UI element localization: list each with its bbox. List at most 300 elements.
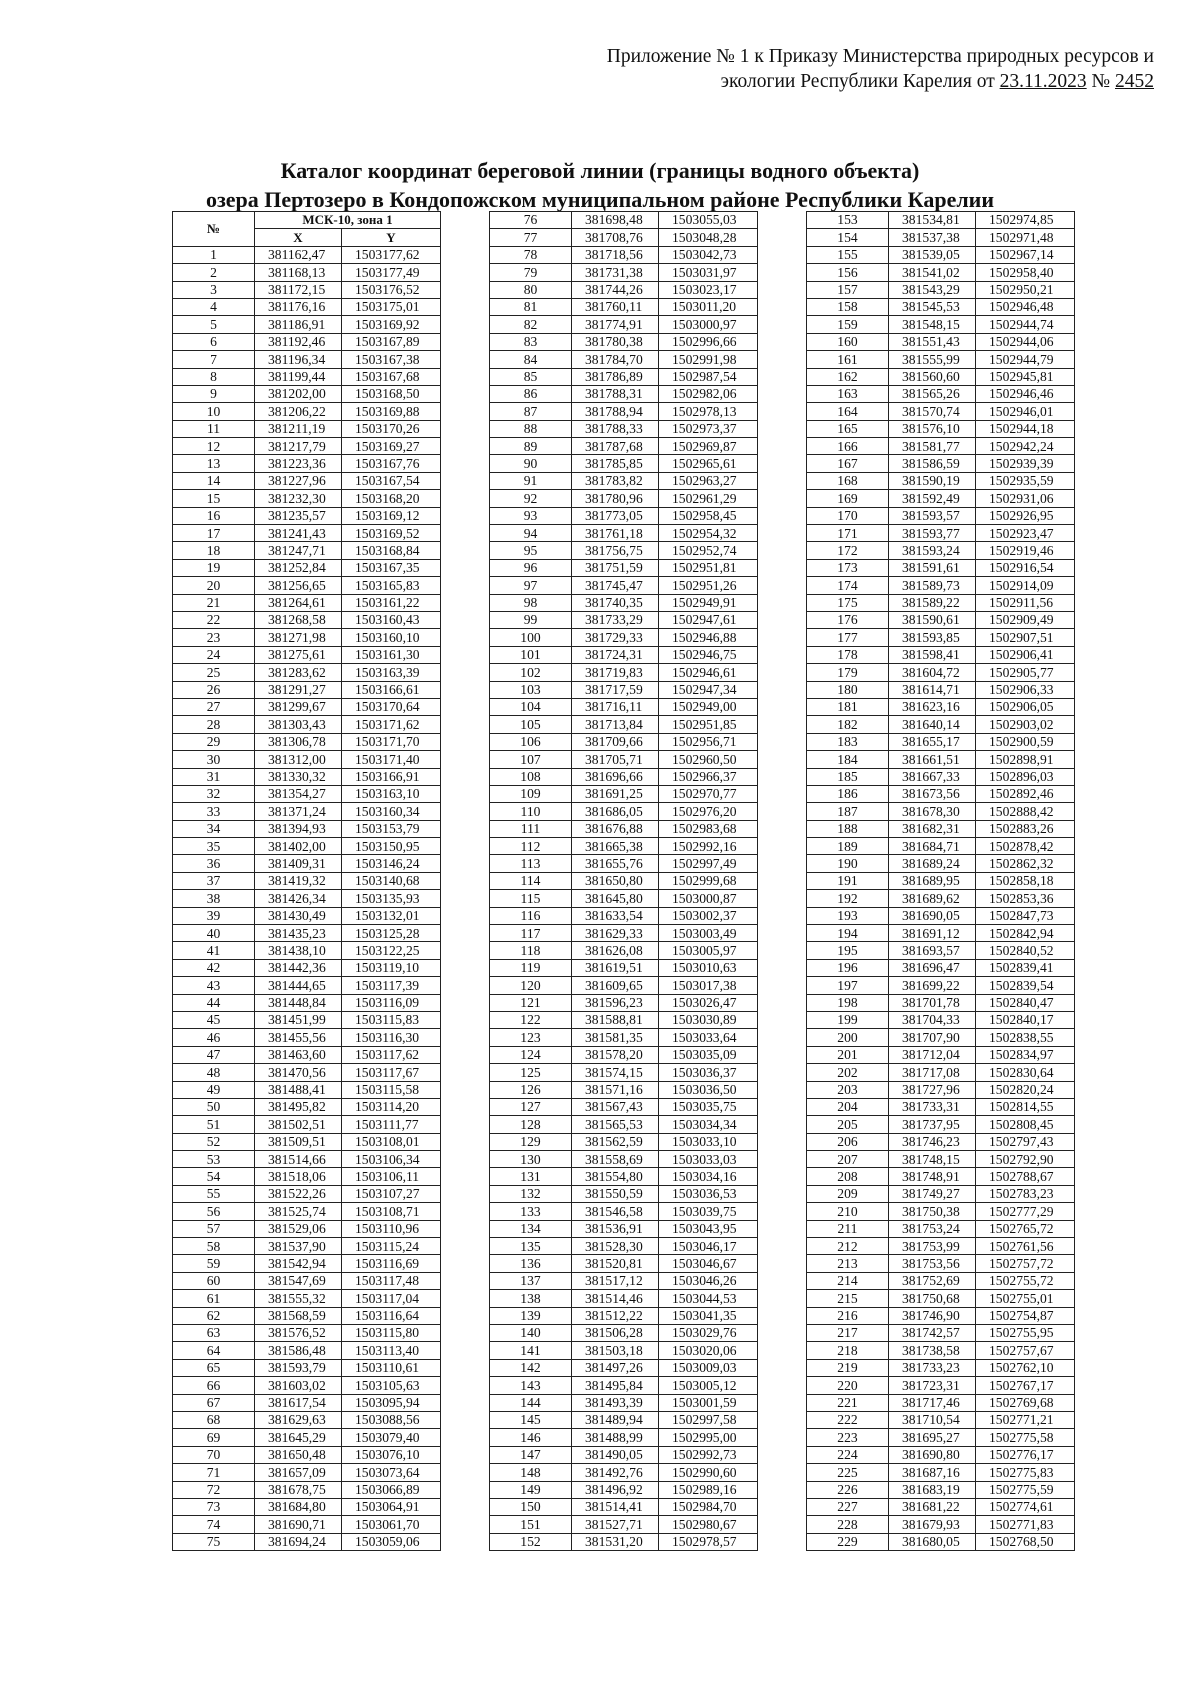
y-coordinate-cell: 1502840,17	[976, 1011, 1075, 1028]
x-coordinate-cell: 381509,51	[255, 1133, 342, 1150]
x-coordinate-cell: 381785,85	[572, 455, 659, 472]
y-coordinate-cell: 1503003,49	[659, 925, 758, 942]
x-coordinate-cell: 381497,26	[572, 1359, 659, 1376]
x-coordinate-cell: 381626,08	[572, 942, 659, 959]
point-number-cell: 104	[490, 698, 572, 715]
point-number-cell: 34	[173, 820, 255, 837]
point-number-cell: 181	[807, 698, 889, 715]
point-number-cell: 164	[807, 403, 889, 420]
y-coordinate-cell: 1503055,03	[659, 212, 758, 229]
table-row	[807, 1533, 1075, 1550]
point-number-cell: 1	[173, 246, 255, 263]
table-row	[173, 733, 441, 750]
x-coordinate-cell: 381528,30	[572, 1238, 659, 1255]
table-row	[807, 472, 1075, 489]
table-row	[173, 438, 441, 455]
y-coordinate-cell: 1503169,88	[342, 403, 441, 420]
y-coordinate-cell: 1502858,18	[976, 872, 1075, 889]
x-coordinate-cell: 381629,63	[255, 1411, 342, 1428]
point-number-cell: 92	[490, 490, 572, 507]
x-coordinate-cell: 381733,31	[889, 1098, 976, 1115]
table-row	[807, 1011, 1075, 1028]
point-number-cell: 87	[490, 403, 572, 420]
point-number-cell: 183	[807, 733, 889, 750]
point-number-cell: 226	[807, 1481, 889, 1498]
point-number-cell: 94	[490, 525, 572, 542]
point-number-cell: 48	[173, 1064, 255, 1081]
table-row	[807, 1307, 1075, 1324]
point-number-cell: 180	[807, 681, 889, 698]
y-coordinate-cell: 1503116,30	[342, 1029, 441, 1046]
table-row	[490, 351, 758, 368]
table-row	[490, 1533, 758, 1550]
y-coordinate-cell: 1502969,87	[659, 438, 758, 455]
table-row	[173, 872, 441, 889]
x-coordinate-cell: 381586,59	[889, 455, 976, 472]
table-row	[807, 525, 1075, 542]
point-number-cell: 52	[173, 1133, 255, 1150]
y-coordinate-cell: 1503115,83	[342, 1011, 441, 1028]
point-number-cell: 189	[807, 838, 889, 855]
x-coordinate-cell: 381604,72	[889, 664, 976, 681]
table-row	[173, 1238, 441, 1255]
point-number-cell: 141	[490, 1342, 572, 1359]
x-coordinate-cell: 381590,19	[889, 472, 976, 489]
x-coordinate-cell: 381518,06	[255, 1168, 342, 1185]
x-coordinate-cell: 381731,38	[572, 264, 659, 281]
point-number-cell: 57	[173, 1220, 255, 1237]
point-number-cell: 3	[173, 281, 255, 298]
point-number-cell: 161	[807, 351, 889, 368]
table-row	[807, 1168, 1075, 1185]
point-number-cell: 75	[173, 1533, 255, 1550]
table-row	[173, 1203, 441, 1220]
x-coordinate-cell: 381211,19	[255, 420, 342, 437]
point-number-cell: 64	[173, 1342, 255, 1359]
x-coordinate-cell: 381603,02	[255, 1377, 342, 1394]
point-number-cell: 53	[173, 1151, 255, 1168]
table-row	[490, 455, 758, 472]
point-number-cell: 130	[490, 1151, 572, 1168]
y-coordinate-cell: 1503039,75	[659, 1203, 758, 1220]
x-coordinate-cell: 381537,90	[255, 1238, 342, 1255]
table-row	[173, 681, 441, 698]
x-coordinate-cell: 381565,53	[572, 1116, 659, 1133]
x-coordinate-cell: 381699,22	[889, 977, 976, 994]
table-row	[807, 420, 1075, 437]
point-number-cell: 143	[490, 1377, 572, 1394]
point-number-cell: 29	[173, 733, 255, 750]
x-coordinate-cell: 381691,25	[572, 785, 659, 802]
point-number-cell: 6	[173, 333, 255, 350]
y-coordinate-cell: 1503176,52	[342, 281, 441, 298]
point-number-cell: 21	[173, 594, 255, 611]
table-row	[173, 577, 441, 594]
point-number-cell: 203	[807, 1081, 889, 1098]
x-coordinate-cell: 381749,27	[889, 1185, 976, 1202]
point-number-cell: 44	[173, 994, 255, 1011]
y-coordinate-cell: 1502900,59	[976, 733, 1075, 750]
table-row	[490, 611, 758, 628]
point-number-cell: 194	[807, 925, 889, 942]
y-coordinate-cell: 1502946,48	[976, 298, 1075, 315]
y-coordinate-cell: 1502755,95	[976, 1325, 1075, 1342]
table-row	[807, 1516, 1075, 1533]
table-row	[173, 1411, 441, 1428]
x-coordinate-cell: 381719,83	[572, 664, 659, 681]
table-row	[807, 455, 1075, 472]
y-coordinate-cell: 1502762,10	[976, 1359, 1075, 1376]
table-row	[807, 1325, 1075, 1342]
x-coordinate-cell: 381695,27	[889, 1429, 976, 1446]
y-coordinate-cell: 1502878,42	[976, 838, 1075, 855]
table-row	[490, 1185, 758, 1202]
x-coordinate-cell: 381709,66	[572, 733, 659, 750]
x-coordinate-cell: 381733,29	[572, 611, 659, 628]
x-coordinate-cell: 381527,71	[572, 1516, 659, 1533]
x-coordinate-cell: 381694,24	[255, 1533, 342, 1550]
y-coordinate-cell: 1502949,00	[659, 698, 758, 715]
document-title	[0, 156, 1200, 214]
table-row	[807, 1064, 1075, 1081]
table-row	[490, 925, 758, 942]
x-coordinate-cell: 381645,80	[572, 890, 659, 907]
table-row	[490, 681, 758, 698]
y-coordinate-cell: 1503061,70	[342, 1516, 441, 1533]
y-coordinate-cell: 1503033,64	[659, 1029, 758, 1046]
y-coordinate-cell: 1502840,52	[976, 942, 1075, 959]
point-number-cell: 209	[807, 1185, 889, 1202]
x-coordinate-cell: 381761,18	[572, 525, 659, 542]
x-coordinate-cell: 381750,68	[889, 1290, 976, 1307]
point-number-cell: 61	[173, 1290, 255, 1307]
y-coordinate-cell: 1503167,68	[342, 368, 441, 385]
x-coordinate-cell: 381596,23	[572, 994, 659, 1011]
x-coordinate-cell: 381470,56	[255, 1064, 342, 1081]
point-number-cell: 153	[807, 212, 889, 229]
y-coordinate-cell: 1502984,70	[659, 1498, 758, 1515]
y-coordinate-cell: 1503011,20	[659, 298, 758, 315]
x-coordinate-cell: 381748,15	[889, 1151, 976, 1168]
x-coordinate-cell: 381683,19	[889, 1481, 976, 1498]
y-coordinate-cell: 1502963,27	[659, 472, 758, 489]
table-row	[490, 333, 758, 350]
table-row	[807, 1255, 1075, 1272]
table-row	[173, 1098, 441, 1115]
table-row	[807, 1220, 1075, 1237]
y-coordinate-cell: 1502956,71	[659, 733, 758, 750]
table-row	[173, 281, 441, 298]
point-number-cell: 119	[490, 959, 572, 976]
order-reference	[454, 44, 1154, 94]
table-row	[490, 1481, 758, 1498]
y-coordinate-cell: 1502906,41	[976, 646, 1075, 663]
table-row	[807, 368, 1075, 385]
document-title-line-2: озера Пертозеро в Кондопожском муниципальном районе Республики Карелии	[205, 187, 995, 212]
table-row	[173, 1342, 441, 1359]
point-number-cell: 14	[173, 472, 255, 489]
table-row	[490, 1464, 758, 1481]
table-row	[490, 525, 758, 542]
point-number-cell: 22	[173, 611, 255, 628]
y-coordinate-cell: 1503117,04	[342, 1290, 441, 1307]
table-row	[173, 1359, 441, 1376]
point-number-cell: 127	[490, 1098, 572, 1115]
coordinates-table-3	[806, 211, 1075, 1551]
y-coordinate-cell: 1502999,68	[659, 872, 758, 889]
x-coordinate-cell: 381593,77	[889, 525, 976, 542]
point-number-cell: 40	[173, 925, 255, 942]
table-row	[807, 1029, 1075, 1046]
y-coordinate-cell: 1502990,60	[659, 1464, 758, 1481]
point-number-cell: 132	[490, 1185, 572, 1202]
y-coordinate-cell: 1502983,68	[659, 820, 758, 837]
y-coordinate-cell: 1502961,29	[659, 490, 758, 507]
x-coordinate-cell: 381581,35	[572, 1029, 659, 1046]
x-coordinate-cell: 381609,65	[572, 977, 659, 994]
point-number-cell: 27	[173, 698, 255, 715]
y-coordinate-cell: 1503169,92	[342, 316, 441, 333]
point-number-cell: 165	[807, 420, 889, 437]
x-coordinate-cell: 381539,05	[889, 246, 976, 263]
y-coordinate-cell: 1503017,38	[659, 977, 758, 994]
point-number-cell: 77	[490, 229, 572, 246]
table-row	[490, 1238, 758, 1255]
x-coordinate-cell: 381455,56	[255, 1029, 342, 1046]
x-coordinate-cell: 381268,58	[255, 611, 342, 628]
point-number-cell: 114	[490, 872, 572, 889]
x-coordinate-cell: 381598,41	[889, 646, 976, 663]
table-row	[173, 1307, 441, 1324]
table-row	[807, 925, 1075, 942]
point-number-cell: 122	[490, 1011, 572, 1028]
point-number-cell: 95	[490, 542, 572, 559]
y-coordinate-cell: 1502820,24	[976, 1081, 1075, 1098]
x-coordinate-cell: 381684,80	[255, 1498, 342, 1515]
x-coordinate-cell: 381665,38	[572, 838, 659, 855]
table-row	[490, 281, 758, 298]
y-coordinate-cell: 1502991,98	[659, 351, 758, 368]
x-coordinate-cell: 381667,33	[889, 768, 976, 785]
x-coordinate-cell: 381753,56	[889, 1255, 976, 1272]
y-coordinate-cell: 1503140,68	[342, 872, 441, 889]
point-number-cell: 100	[490, 629, 572, 646]
point-number-cell: 176	[807, 611, 889, 628]
table-row	[807, 438, 1075, 455]
table-row	[173, 1516, 441, 1533]
x-coordinate-cell: 381536,91	[572, 1220, 659, 1237]
table-row	[807, 385, 1075, 402]
y-coordinate-cell: 1503167,35	[342, 559, 441, 576]
x-coordinate-cell: 381562,59	[572, 1133, 659, 1150]
table-row	[490, 1046, 758, 1063]
y-coordinate-cell: 1502952,74	[659, 542, 758, 559]
table-row	[490, 1394, 758, 1411]
x-coordinate-cell: 381588,81	[572, 1011, 659, 1028]
x-coordinate-cell: 381744,26	[572, 281, 659, 298]
x-coordinate-cell: 381551,43	[889, 333, 976, 350]
point-number-cell: 102	[490, 664, 572, 681]
point-number-cell: 68	[173, 1411, 255, 1428]
x-header: X	[255, 229, 342, 246]
table-row	[807, 212, 1075, 229]
y-coordinate-cell: 1502944,74	[976, 316, 1075, 333]
point-number-cell: 152	[490, 1533, 572, 1550]
table-row	[173, 1029, 441, 1046]
table-row	[490, 577, 758, 594]
point-number-cell: 60	[173, 1272, 255, 1289]
point-number-cell: 206	[807, 1133, 889, 1150]
table-row	[490, 716, 758, 733]
table-row	[173, 298, 441, 315]
y-coordinate-cell: 1503026,47	[659, 994, 758, 1011]
y-coordinate-cell: 1502974,85	[976, 212, 1075, 229]
table-row	[173, 368, 441, 385]
x-coordinate-cell: 381409,31	[255, 855, 342, 872]
x-coordinate-cell: 381217,79	[255, 438, 342, 455]
table-row	[807, 1498, 1075, 1515]
table-row	[173, 1151, 441, 1168]
point-number-cell: 65	[173, 1359, 255, 1376]
point-number-cell: 198	[807, 994, 889, 1011]
point-number-cell: 191	[807, 872, 889, 889]
point-number-cell: 155	[807, 246, 889, 263]
table-row	[490, 872, 758, 889]
x-coordinate-cell: 381787,68	[572, 438, 659, 455]
y-coordinate-cell: 1503108,71	[342, 1203, 441, 1220]
x-coordinate-cell: 381555,32	[255, 1290, 342, 1307]
y-coordinate-cell: 1503048,28	[659, 229, 758, 246]
x-coordinate-cell: 381752,69	[889, 1272, 976, 1289]
y-coordinate-cell: 1503163,10	[342, 785, 441, 802]
y-coordinate-cell: 1503116,64	[342, 1307, 441, 1324]
table-row	[807, 1342, 1075, 1359]
y-coordinate-cell: 1503167,76	[342, 455, 441, 472]
x-coordinate-cell: 381574,15	[572, 1064, 659, 1081]
x-coordinate-cell: 381661,51	[889, 751, 976, 768]
table-row	[807, 646, 1075, 663]
table-row	[807, 890, 1075, 907]
point-number-cell: 215	[807, 1290, 889, 1307]
x-coordinate-cell: 381686,05	[572, 803, 659, 820]
x-coordinate-cell: 381740,35	[572, 594, 659, 611]
table-row	[490, 977, 758, 994]
y-coordinate-cell: 1502947,34	[659, 681, 758, 698]
table-row	[490, 1359, 758, 1376]
y-coordinate-cell: 1502911,56	[976, 594, 1075, 611]
y-coordinate-cell: 1502775,58	[976, 1429, 1075, 1446]
point-number-cell: 222	[807, 1411, 889, 1428]
x-coordinate-cell: 381788,31	[572, 385, 659, 402]
order-reference-line-2	[454, 69, 1154, 94]
table-row	[490, 1151, 758, 1168]
coordinates-table-2	[489, 211, 758, 1551]
table-row	[807, 716, 1075, 733]
y-coordinate-cell: 1502853,36	[976, 890, 1075, 907]
y-coordinate-cell: 1503036,37	[659, 1064, 758, 1081]
x-coordinate-cell: 381655,17	[889, 733, 976, 750]
y-coordinate-cell: 1502842,94	[976, 925, 1075, 942]
y-coordinate-cell: 1503122,25	[342, 942, 441, 959]
point-number-cell: 90	[490, 455, 572, 472]
y-coordinate-cell: 1503117,39	[342, 977, 441, 994]
x-coordinate-cell: 381299,67	[255, 698, 342, 715]
point-number-cell: 47	[173, 1046, 255, 1063]
point-number-cell: 208	[807, 1168, 889, 1185]
y-coordinate-cell: 1503005,12	[659, 1377, 758, 1394]
table-row	[807, 838, 1075, 855]
table-row	[173, 611, 441, 628]
table-row	[807, 977, 1075, 994]
table-row	[490, 264, 758, 281]
table-row	[490, 890, 758, 907]
x-coordinate-cell: 381264,61	[255, 594, 342, 611]
point-number-cell: 82	[490, 316, 572, 333]
x-coordinate-cell: 381312,00	[255, 751, 342, 768]
point-number-cell: 109	[490, 785, 572, 802]
x-coordinate-cell: 381547,69	[255, 1272, 342, 1289]
table-row	[173, 925, 441, 942]
point-number-cell: 186	[807, 785, 889, 802]
y-coordinate-cell: 1502944,18	[976, 420, 1075, 437]
x-coordinate-cell: 381619,51	[572, 959, 659, 976]
point-number-cell: 9	[173, 385, 255, 402]
table-row	[490, 1081, 758, 1098]
y-coordinate-cell: 1503168,50	[342, 385, 441, 402]
x-coordinate-cell: 381517,12	[572, 1272, 659, 1289]
y-coordinate-cell: 1503114,20	[342, 1098, 441, 1115]
table-row	[173, 820, 441, 837]
y-coordinate-cell: 1502903,02	[976, 716, 1075, 733]
x-coordinate-cell: 381774,91	[572, 316, 659, 333]
point-number-cell: 148	[490, 1464, 572, 1481]
x-coordinate-cell: 381760,11	[572, 298, 659, 315]
x-coordinate-cell: 381306,78	[255, 733, 342, 750]
point-number-cell: 216	[807, 1307, 889, 1324]
table-row	[490, 646, 758, 663]
table-row	[173, 472, 441, 489]
point-number-cell: 192	[807, 890, 889, 907]
point-number-cell: 96	[490, 559, 572, 576]
y-coordinate-cell: 1503064,91	[342, 1498, 441, 1515]
y-coordinate-cell: 1503031,97	[659, 264, 758, 281]
y-coordinate-cell: 1503076,10	[342, 1446, 441, 1463]
table-row	[807, 1394, 1075, 1411]
table-row	[173, 316, 441, 333]
x-coordinate-cell: 381371,24	[255, 803, 342, 820]
y-coordinate-cell: 1503150,95	[342, 838, 441, 855]
point-number-cell: 178	[807, 646, 889, 663]
x-coordinate-cell: 381495,82	[255, 1098, 342, 1115]
y-coordinate-cell: 1503115,24	[342, 1238, 441, 1255]
y-coordinate-cell: 1502946,88	[659, 629, 758, 646]
point-number-cell: 221	[807, 1394, 889, 1411]
x-coordinate-cell: 381493,39	[572, 1394, 659, 1411]
x-coordinate-cell: 381673,56	[889, 785, 976, 802]
y-coordinate-cell: 1502783,23	[976, 1185, 1075, 1202]
y-coordinate-cell: 1503005,97	[659, 942, 758, 959]
point-number-cell: 135	[490, 1238, 572, 1255]
table-row	[490, 1255, 758, 1272]
y-coordinate-cell: 1502951,26	[659, 577, 758, 594]
x-coordinate-cell: 381698,48	[572, 212, 659, 229]
y-coordinate-cell: 1502992,73	[659, 1446, 758, 1463]
point-number-cell: 138	[490, 1290, 572, 1307]
y-coordinate-cell: 1503046,26	[659, 1272, 758, 1289]
point-number-cell: 30	[173, 751, 255, 768]
x-coordinate-cell: 381717,46	[889, 1394, 976, 1411]
point-number-cell: 157	[807, 281, 889, 298]
